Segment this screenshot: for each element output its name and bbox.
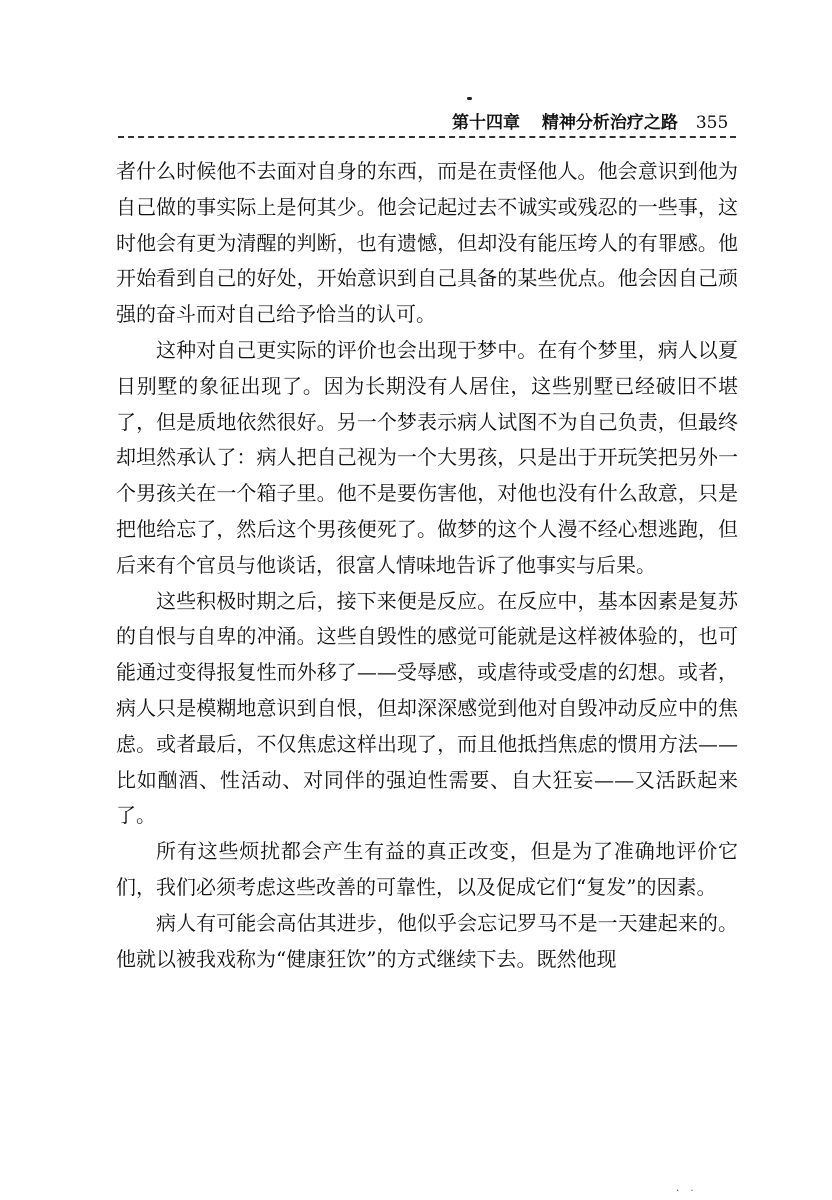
paragraph-2: 这种对自己更实际的评价也会出现于梦中。在有个梦里，病人以夏日别墅的象征出现了。因为长期没有人居住，这些别墅已经破旧不堪了，但是质地依然很好。另一个梦表示病人试图不为自己负责，但最终却坦然承认了：病人把自己视为一个大男孩，只是出于开玩笑把另外一个男孩关在一个箱子里。他不是要伤害他，对他也没有什么敌意，只是把他给忘了，然后这个男孩便死了。做梦的这个人漫不经心想逃跑，但后来有个官员与他谈话，很富人情味地告诉了他事实与后果。 — [116, 337, 738, 577]
footer-mark: · · — [676, 1186, 698, 1197]
header-dot-mark — [467, 97, 472, 100]
paragraph-5: 病人有可能会高估其进步，他似乎会忘记罗马不是一天建起来的。他就以被我戏称为“健康狂饮”的方式继续下去。既然他现 — [116, 910, 738, 971]
paragraph-1: 者什么时候他不去面对自身的东西，而是在责怪他人。他会意识到他为自己做的事实际上是何其少。他会记起过去不诚实或残忍的一些事，这时他会有更为清醒的判断，也有遗憾，但却没有能压垮人的有罪感。他开始看到自己的好处，开始意识到自己具备的某些优点。他会因自己顽强的奋斗而对自己给予恰当的认可。 — [116, 159, 738, 327]
page-number: 355 — [695, 113, 729, 133]
body-text — [116, 154, 738, 977]
book-title: 精神分析治疗之路 — [541, 113, 678, 133]
paragraph-3: 这些积极时期之后，接下来便是反应。在反应中，基本因素是复苏的自恨与自卑的冲涌。这些自毁性的感觉可能就是这样被体验的，也可能通过变得报复性而外移了——受辱感，或虐待或受虐的幻想。或者，病人只是模糊地意识到自恨，但却深深感觉到他对自毁冲动反应中的焦虑。或者最后，不仅焦虑这样出现了，而且他抵挡焦虑的惯用方法——比如酗酒、性活动、对同伴的强迫性需要、自大狂妄——又活跃起来了。 — [116, 588, 738, 828]
header-rule — [118, 136, 736, 138]
running-header — [452, 108, 742, 133]
chapter-label: 第十四章 — [452, 113, 520, 133]
paragraph-4: 所有这些烦扰都会产生有益的真正改变，但是为了准确地评价它们，我们必须考虑这些改善的可靠性，以及促成它们“复发”的因素。 — [116, 839, 738, 899]
